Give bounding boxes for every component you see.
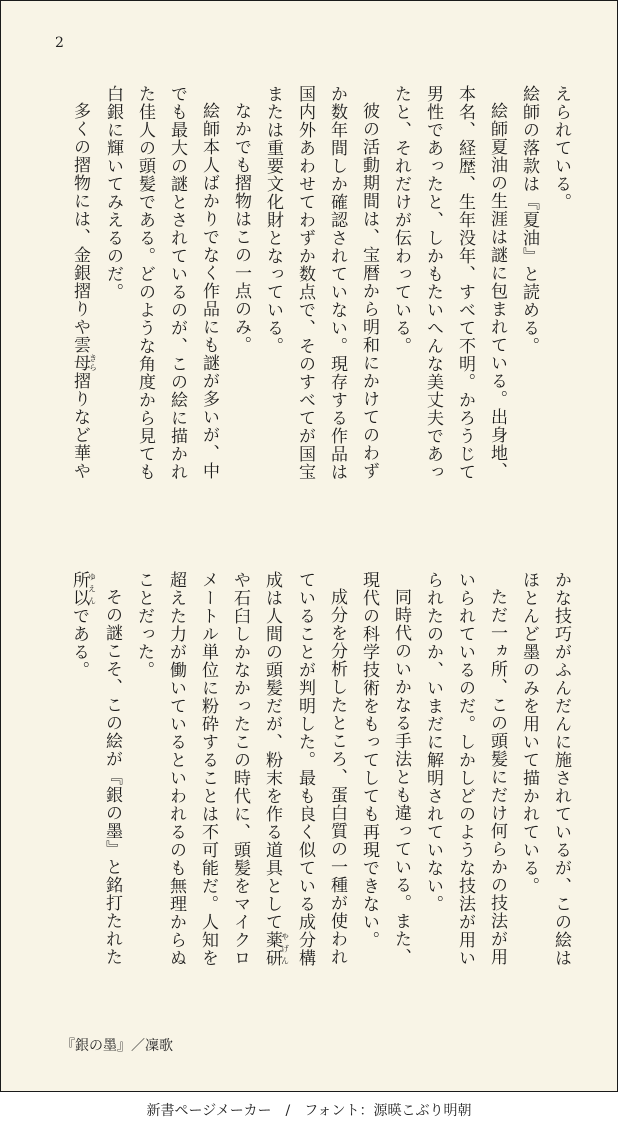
- text-column: いられているのだ。しかしどのような技法が用い: [455, 571, 475, 967]
- ruby-reading: きら: [88, 354, 98, 372]
- text-column: ほとんど墨のみを用いて描かれている。: [519, 571, 539, 895]
- text-column: なかでも摺物はこの一点のみ。: [231, 102, 251, 354]
- text-column: や石臼しかなかったこの時代に、頭髪をマイクロ: [230, 571, 250, 967]
- text-column: かな技巧がふんだんに施されているが、この絵は: [551, 571, 571, 967]
- text-column-with-ruby: [63, 571, 96, 981]
- ruby-word: [69, 571, 97, 607]
- text-column-with-ruby: [256, 571, 289, 981]
- text-column: 超えた力が働いているといわれるのも無理からぬ: [166, 571, 186, 967]
- text-column: えられている。: [551, 85, 571, 211]
- text-segment: 成は人間の頭髪だが、粉末を作る道具として: [262, 571, 282, 931]
- text-column: 白銀に輝いてみえるのだ。: [103, 85, 123, 301]
- text-column: 絵師の落款は『夏油』と読める。: [519, 85, 539, 355]
- footer-font-credit: フォント：源暎こぶり明朝: [304, 1103, 472, 1119]
- ruby-word: [70, 354, 98, 372]
- text-column-with-ruby: [64, 85, 97, 515]
- text-column: メートル単位に粉砕することは不可能だ。人知を: [198, 571, 218, 967]
- text-column: ただ一ヵ所、この頭髪にだけ何らかの技法が用: [487, 588, 507, 966]
- text-column: 現代の科学技術をもってしても再現できない。: [359, 571, 379, 949]
- text-column: 男性であったと、しかもたいへんな美丈夫であっ: [423, 85, 443, 481]
- lower-text-block: [47, 571, 577, 981]
- page-number: 2: [55, 35, 64, 51]
- ruby-base: 母: [70, 354, 90, 372]
- text-column: でも最大の謎とされているのが、この絵に描かれ: [167, 85, 187, 481]
- text-column: 絵師夏油の生涯は謎に包まれている。出身地、: [487, 102, 507, 480]
- text-segment: 多くの摺物には、金銀摺りや雲: [70, 102, 90, 354]
- ruby-word: [262, 931, 290, 967]
- text-column: 彼の活動期間は、宝暦から明和にかけてのわず: [359, 102, 379, 480]
- ruby-base: 薬研: [262, 931, 282, 967]
- footer-app-name: 新書ページメーカー: [146, 1103, 272, 1119]
- upper-text-block: [47, 85, 577, 515]
- text-column: か数年間しか確認されていない。現存する作品は: [327, 85, 347, 481]
- footer-separator: /: [285, 1103, 291, 1119]
- footer-credit: [0, 1100, 618, 1120]
- ruby-base: 所以: [69, 571, 89, 607]
- text-column: 同時代のいかなる手法とも違っている。また、: [391, 588, 411, 966]
- text-segment: である。: [69, 607, 89, 679]
- ruby-reading: ゆえん: [87, 571, 97, 607]
- text-column: られたのか、いまだに解明されていない。: [423, 571, 443, 913]
- text-segment: 摺りなど華や: [70, 372, 90, 480]
- text-column: または重要文化財となっている。: [263, 85, 283, 355]
- text-column: 絵師本人ばかりでなく作品にも謎が多いが、中: [199, 102, 219, 480]
- text-column: 成分を分析したところ、蛋白質の一種が使われ: [327, 588, 347, 966]
- text-column: ていることが判明した。最も良く似ている成分構: [295, 571, 315, 967]
- text-column: ことだった。: [134, 571, 154, 679]
- ruby-reading: やげん: [280, 931, 290, 967]
- text-column: 本名、経歴、生年没年、すべて不明。かろうじて: [455, 85, 475, 481]
- text-column: 国内外あわせてわずか数点で、そのすべてが国宝: [295, 85, 315, 481]
- text-column: た佳人の頭髪である。どのような角度から見ても: [135, 85, 155, 481]
- text-column: たと、それだけが伝わっている。: [391, 85, 411, 355]
- text-column: その謎こそ、この絵が『銀の墨』と銘打たれた: [102, 588, 122, 966]
- title-author-caption: 『銀の墨』／凜歌: [61, 1038, 173, 1054]
